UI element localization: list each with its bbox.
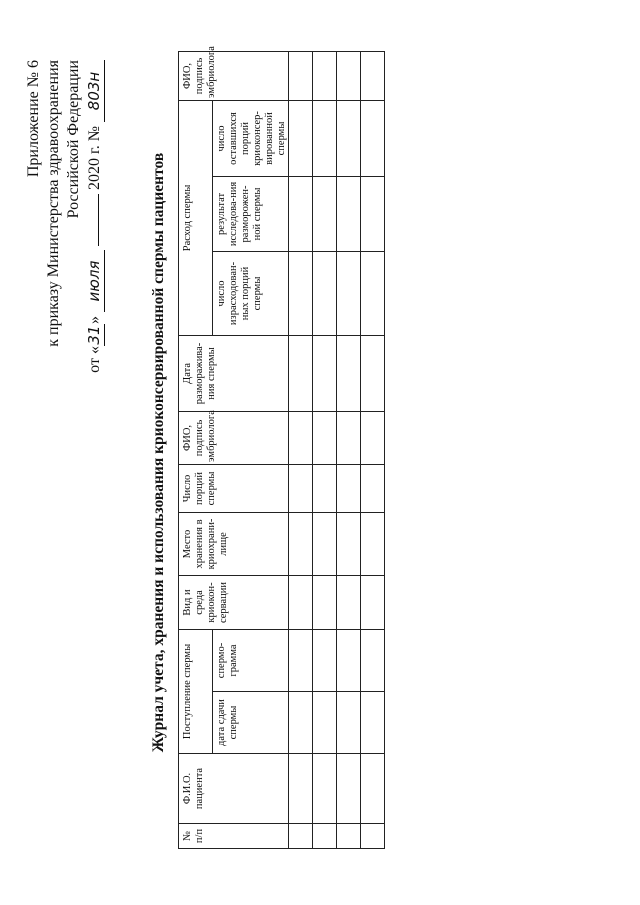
table-cell bbox=[313, 335, 337, 411]
table-row bbox=[289, 51, 313, 848]
table-row bbox=[313, 51, 337, 848]
col-portions: Число порций спермы bbox=[179, 464, 289, 512]
table-cell bbox=[361, 411, 385, 464]
table-cell bbox=[313, 51, 337, 100]
table-cell bbox=[313, 176, 337, 251]
table-cell bbox=[313, 692, 337, 754]
table-cell bbox=[361, 51, 385, 100]
col-consumption: Расход спермы bbox=[179, 100, 213, 335]
col-thaw-date: Дата разморажива-ния спермы bbox=[179, 335, 289, 411]
table-cell bbox=[337, 824, 361, 849]
table-cell bbox=[289, 51, 313, 100]
col-embryologist: ФИО, подпись эмбриолога bbox=[179, 411, 289, 464]
journal-table bbox=[178, 46, 385, 849]
table-cell bbox=[313, 251, 337, 335]
table-cell bbox=[361, 464, 385, 512]
col-type-medium: Вид и среда криокон-сервации bbox=[179, 575, 289, 629]
handwritten-order-number: 803н bbox=[84, 60, 105, 122]
table-cell bbox=[361, 512, 385, 575]
table-cell bbox=[337, 100, 361, 176]
table-cell bbox=[313, 411, 337, 464]
col-embryologist-final: ФИО, подпись эмбриолога bbox=[179, 51, 289, 100]
table-cell bbox=[337, 464, 361, 512]
date-blank-line bbox=[98, 194, 99, 246]
order-reference: к приказу Министерства здравоохранения bbox=[45, 60, 62, 347]
table-cell bbox=[289, 512, 313, 575]
table-cell bbox=[313, 512, 337, 575]
table-cell bbox=[337, 754, 361, 824]
table-cell bbox=[289, 251, 313, 335]
table-cell bbox=[313, 464, 337, 512]
col-intake-date: дата сдачи спермы bbox=[213, 692, 289, 754]
federation-line: Российской Федерации bbox=[65, 60, 82, 219]
table-cell bbox=[361, 824, 385, 849]
table-cell bbox=[361, 692, 385, 754]
col-thawed-result: результат исследова-ния разморожен-ной спермы bbox=[213, 176, 289, 251]
table-cell bbox=[313, 629, 337, 691]
table-cell bbox=[289, 754, 313, 824]
table-cell bbox=[361, 754, 385, 824]
table-cell bbox=[337, 51, 361, 100]
table-cell bbox=[289, 575, 313, 629]
date-mid: » bbox=[86, 316, 103, 325]
table-cell bbox=[313, 754, 337, 824]
col-spermogram: спермо-грамма bbox=[213, 629, 289, 691]
table-cell bbox=[337, 335, 361, 411]
table-cell bbox=[361, 629, 385, 691]
journal-title: Журнал учета, хранения и использования криоконсервированной спермы пациентов bbox=[150, 152, 167, 753]
table-cell bbox=[337, 512, 361, 575]
col-num: № п/п bbox=[179, 824, 289, 849]
col-intake: Поступление спермы bbox=[179, 629, 213, 753]
table-cell bbox=[313, 824, 337, 849]
table-cell bbox=[361, 575, 385, 629]
table-cell bbox=[361, 100, 385, 176]
table-cell bbox=[289, 824, 313, 849]
table-cell bbox=[337, 629, 361, 691]
table-cell bbox=[289, 411, 313, 464]
handwritten-day: 31 bbox=[85, 325, 103, 345]
date-prefix: от « bbox=[86, 346, 103, 373]
table-cell bbox=[289, 464, 313, 512]
table-row bbox=[361, 51, 385, 848]
table-cell bbox=[337, 251, 361, 335]
year-text: 2020 г. № bbox=[86, 126, 103, 191]
table-cell bbox=[313, 100, 337, 176]
table-cell bbox=[289, 692, 313, 754]
table-cell bbox=[361, 176, 385, 251]
table-cell bbox=[361, 251, 385, 335]
col-storage-place: Место хранения в криохрани-лище bbox=[179, 512, 289, 575]
appendix-number: Приложение № 6 bbox=[25, 60, 42, 178]
handwritten-month: июля bbox=[84, 250, 105, 312]
table-row bbox=[337, 51, 361, 848]
table-cell bbox=[337, 411, 361, 464]
table-cell bbox=[361, 335, 385, 411]
table-cell bbox=[289, 335, 313, 411]
table-cell bbox=[313, 575, 337, 629]
table-cell bbox=[289, 100, 313, 176]
col-remaining: число оставшихся порций криоконсер-вированной спермы bbox=[213, 100, 289, 176]
journal-body bbox=[289, 51, 385, 848]
table-cell bbox=[337, 575, 361, 629]
col-used-portions: число израсходован-ных порций спермы bbox=[213, 251, 289, 335]
table-cell bbox=[289, 629, 313, 691]
col-patient: Ф.И.О. пациента bbox=[179, 754, 289, 824]
appendix-header bbox=[24, 60, 105, 420]
table-cell bbox=[337, 176, 361, 251]
table-cell bbox=[337, 692, 361, 754]
order-date-line bbox=[84, 60, 105, 420]
table-cell bbox=[289, 176, 313, 251]
